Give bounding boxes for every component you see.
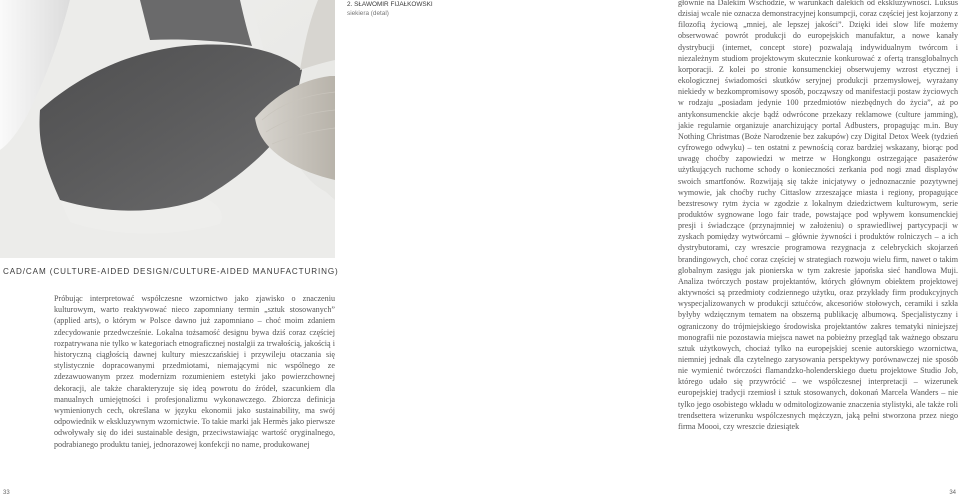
axe-photo-illustration — [0, 0, 335, 258]
right-paragraph: głównie na Dalekim Wschodzie, w warunkach dalekich od ekskluzywności. Luksus dzisiaj wcale nie oznacza demonstracyjnej konsumpcji, coraz częściej jest kojarzony z filozofią życiową „mniej, ale lepszej jakości”. Dzięki idei slow life możemy obserwować powrót produkcji do europejskich manufaktur, a nowe kanały dystrybucji (internet, concept store) pozwalają indywidualnym twórcom i niezależnym studiom projektowym skutecznie konkurować z ofertą transglobalnych korporacji. Z kolei po stronie konsumenckiej obserwujemy wzrost etycznej i ekologicznej świadomości skutków seryjnej produkcji przemysłowej, wyrażany niekiedy w bezkompromisowy sposób, począwszy od manifestacji postaw życiowych w rodzaju „posiadam jedynie 100 przedmiotów niezbędnych do życia”, aż po antykonsumenckie akcje bądź odwrócone przekazy reklamowe (culture jamming), jakie regularnie organizuje anarchizujący portal Adbusters, propagując m.in. Buy Nothing Christmas (Boże Narodzenie bez zakupów) czy Digital Detox Week (tydzień cyfrowego odwyku) – ten ostatni z pewnością coraz bardziej wskazany, biorąc pod uwagę choćby zapowiedzi w metrze w Hongkongu ostrzegające pasażerów użytkujących ruchome schody o konieczności zerkania pod nogi znad displayów swoich smartfonów. Rozwijają się także inicjatywy o jednoznacznie pozytywnej wymowie, jak choćby ruchy Cittaslow zrzeszające miasta i regiony, propagujące bezstresowy rytm życia w zgodzie z lokalnym dziedzictwem kulturowym, serie produktów sygnowane logo fair trade, powstające pod wpływem konsumenckiej presji i świadczące (przynajmniej w założeniu) o sprawiedliwej partycypacji w zyskach pomiędzy wytwórcami – głównie żywności i produktów rolniczych – a ich dystrybutorami, czy wreszcie programowa rezygnacja z celebryckich skojarzeń brandingowych, choć coraz częściej w strategiach rozwoju wielu firm, nawet o takim globalnym zasięgu jak pionierska w tym zakresie japońska sieć handlowa Muji. Analiza twórczych postaw projektantów, których głównym obiektem projektowej aktywności są przedmioty codziennego użytku, oraz przykłady firm produkcyjnych wyspecjalizowanych w produkcji sztućców, akcesoriów stołowych, ceramiki i szkła byłyby wdzięcznym tematem na obszerną publikację albumową. Specjalistyczny i ograniczony do trójmiejskiego środowiska projektantów zakres tematyki niniejszej monografii nie pozostawia miejsca nawet na pobieżny przegląd tak ważnego obszaru sztuk użytkowych, chociaż tylko na europejskiej scenie autorskiego wzornictwa, niemniej jednak dla czytelnego zarysowania perspektywy porównawczej nie sposób nie wymienić twórczości flamandzko-holenderskiego duetu projektowe Studio Job, którego udało się przywrócić – we współczesnej interpretacji – wizerunek europejskiej tradycji rzemiosł i sztuk stosowanych, dokonań Marcela Wanders – nie tylko jego osobistego wkładu w odmitologizowanie znaczenia stylistyki, ale także roli trendsettera wizerunku wspólczesnych mężczyzn, jaką pełni stworzona przez niego firma Moooi, czy wreszcie dziesiątek — [678, 0, 958, 431]
left-column-text — [54, 293, 335, 450]
left-paragraph: Próbując interpretować współczesne wzornictwo jako zjawisko o znaczeniu kulturowym, warto reaktywować nieco zapomniany termin „sztuk stosowanych” (applied arts), o którym w Polsce dawno już zapomniano – choć moim zdaniem zdecydowanie przedwcześnie. Lokalna tożsamość designu bywa dziś coraz częściej rozpatrywana nie tylko w kategoriach etnograficznej nostalgii za trwałością, jakością i historyczną ciągłością dawnej kultury mieszczańskiej i przywileju otaczania się stylistycznie dopracowanymi przedmiotami, niemającymi nic wspólnego ze zdezawuowanym przez modernizm rozumieniem estetyki jako powierzchownej dekoracji, ale także charakteryzuje się ideą powrotu do źródeł, szacunkiem dla manualnych umiejętności i profesjonalizmu wykonawczego. Zbiorcza definicja wymienionych cech, określana w języku ekonomii jako sustainability, ma swój odpowiednik w ekskluzywnym wzornictwie. To takie marki jak Hermès jako pierwsze odwoływały się do idei sustainable design, przeciwstawiając wartość oryginalnego, podrabianego produktu taniej, jednorazowej konfekcji no name, produkowanej — [54, 294, 335, 449]
right-column-text — [678, 0, 958, 432]
page-number-left: 33 — [3, 490, 10, 496]
section-heading: CAD/CAM (CULTURE-AIDED DESIGN/CULTURE-AIDED MANUFACTURING) — [3, 267, 339, 276]
photo-axe-detail — [0, 0, 335, 258]
figure-caption — [347, 1, 437, 18]
caption-title: 2. SŁAWOMIR FIJAŁKOWSKI — [347, 1, 433, 8]
caption-subtitle: siekiera (detal) — [347, 9, 389, 17]
page-number-right: 34 — [949, 490, 956, 496]
